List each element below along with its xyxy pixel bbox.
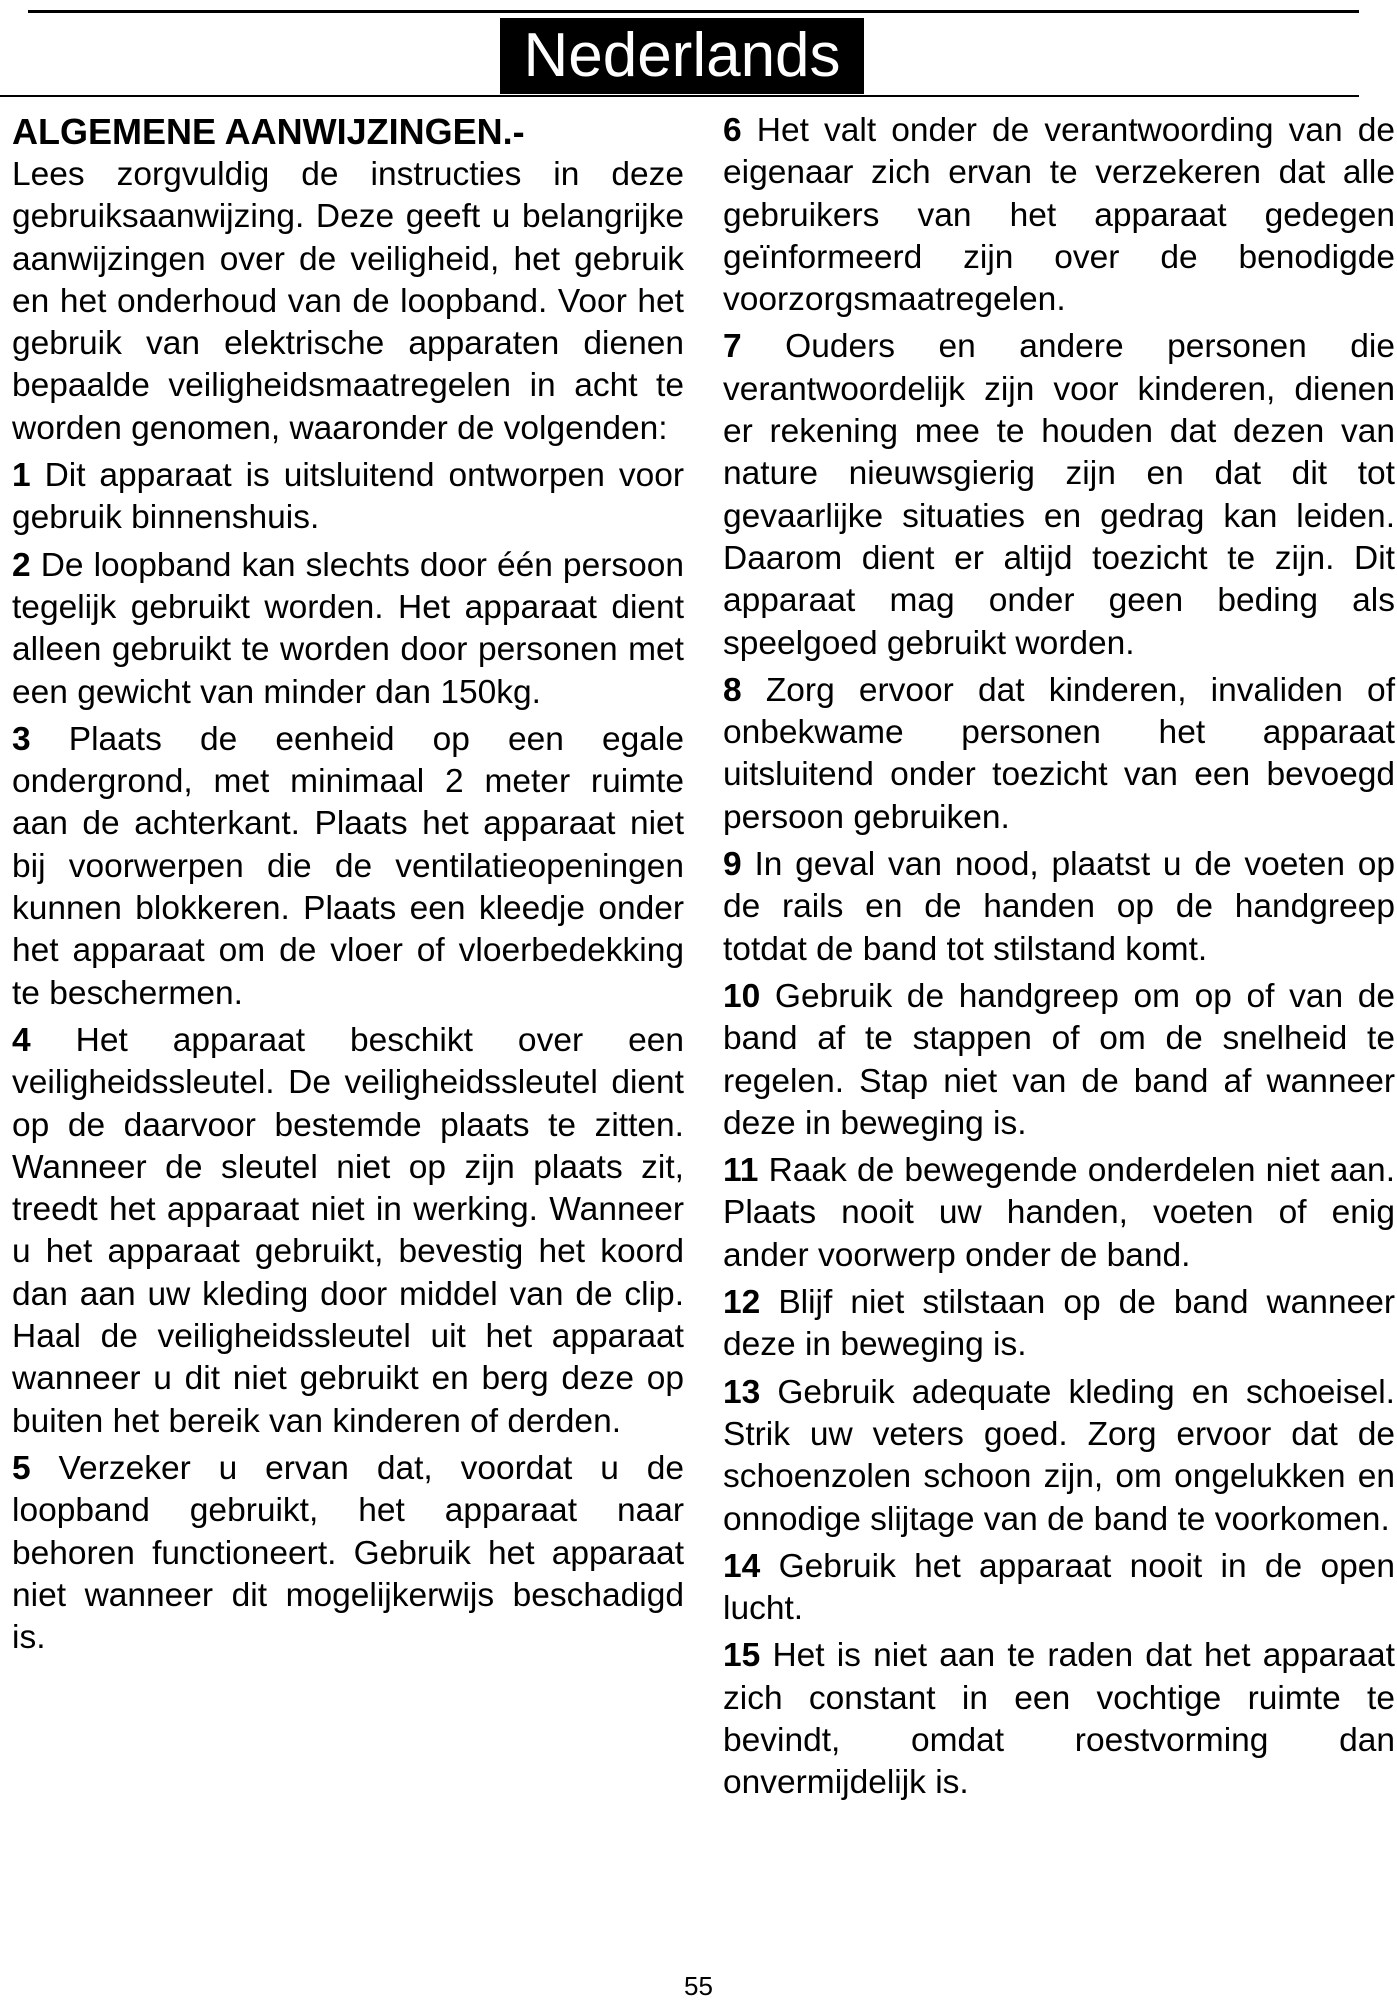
instruction-item [12, 719, 684, 1015]
instruction-number: 1 [12, 457, 31, 495]
instruction-number: 6 [723, 112, 742, 149]
instruction-item [12, 545, 684, 714]
instruction-number: 5 [12, 1449, 31, 1487]
left-instruction-list [12, 455, 684, 1659]
instruction-text: Ouders en andere personen die verantwoordelijk zijn voor kinderen, dienen er rekening mee te houden dat dezen van nature nieuwsgierig zijn en dat dit tot gevaarlijke situaties en gedrag kan leiden. Daarom dient er altijd toezicht te zijn. Dit apparaat mag onder geen beding als speelgoed gebruikt worden. [723, 328, 1396, 662]
instruction-item [723, 326, 1395, 664]
instruction-item [723, 1546, 1395, 1631]
instruction-number: 8 [723, 671, 742, 709]
instruction-item [723, 1282, 1395, 1367]
instruction-number: 10 [723, 977, 761, 1015]
instruction-item [12, 455, 684, 540]
right-instruction-list [723, 110, 1395, 1805]
header-rule [0, 95, 1359, 97]
instruction-item [723, 844, 1395, 971]
intro-paragraph: Lees zorgvuldig de instructies in deze gebruiksaanwijzing. Deze geeft u belangrijke aanwijzingen over de veiligheid, het gebruik en het onderhoud van de loopband. Voor het gebruik van elektrische apparaten dienen bepaalde veiligheidsmaatregelen in acht te worden genomen, waaronder de volgenden: [12, 156, 684, 447]
instruction-item [12, 1448, 684, 1659]
instruction-item [723, 1372, 1395, 1541]
instruction-text: Verzeker u ervan dat, voordat u de loopband gebruikt, het apparaat naar behoren functioneert. Gebruik het apparaat niet wanneer dit mogelijkerwijs beschadigd is. [12, 1449, 684, 1657]
instruction-number: 12 [723, 1284, 761, 1322]
top-rule [28, 10, 1359, 13]
instruction-item [723, 110, 1395, 321]
instruction-text: Het valt onder de verantwoording van de eigenaar zich ervan te verzekeren dat alle gebruikers van het apparaat gedegen geïnformeerd zijn over de benodigde voorzorgsmaatregelen. [723, 112, 1395, 319]
section-heading: ALGEMENE AANWIJZINGEN.- [12, 111, 525, 152]
instruction-text: De loopband kan slechts door één persoon tegelijk gebruikt worden. Het apparaat dient alleen gebruikt te worden door personen met een gewicht van minder dan 150kg. [12, 546, 684, 711]
instruction-text: In geval van nood, plaatst u de voeten op de rails en de handen op de handgreep totdat de band tot stilstand komt. [723, 846, 1396, 968]
instruction-number: 2 [12, 546, 31, 584]
instruction-number: 15 [723, 1637, 761, 1675]
instruction-text: Het is niet aan te raden dat het apparaat zich constant in een vochtige ruimte te bevindt, omdat roestvorming dan onvermijdelijk is. [723, 1637, 1395, 1802]
instruction-number: 4 [12, 1021, 31, 1059]
instruction-text: Raak de bewegende onderdelen niet aan. Plaats nooit uw handen, voeten of enig ander voorwerp onder de band. [723, 1152, 1395, 1274]
right-column [723, 110, 1395, 1810]
instruction-number: 14 [723, 1547, 761, 1585]
instruction-text: Gebruik het apparaat nooit in de open lucht. [723, 1547, 1396, 1628]
instruction-number: 11 [723, 1152, 759, 1190]
instruction-item [723, 976, 1395, 1145]
instruction-item [723, 1150, 1395, 1277]
instruction-number: 13 [723, 1373, 761, 1411]
instruction-item [723, 1635, 1395, 1804]
instruction-item [723, 670, 1395, 839]
instruction-number: 3 [12, 720, 31, 758]
language-tab: Nederlands [500, 18, 864, 94]
instruction-text: Gebruik adequate kleding en schoeisel. Strik uw veters goed. Zorg ervoor dat de schoenzolen schoon zijn, om ongelukken en onnodige slijtage van de band te voorkomen. [723, 1373, 1395, 1538]
instruction-text: Plaats de eenheid op een egale ondergrond, met minimaal 2 meter ruimte aan de achterkant. Plaats het apparaat niet bij voorwerpen die de ventilatieopeningen kunnen blokkeren. Plaats een kleedje onder het apparaat om de vloer of vloerbedekking te beschermen. [12, 720, 684, 1012]
instruction-number: 9 [723, 846, 742, 884]
instruction-item [12, 1020, 684, 1443]
instruction-text: Blijf niet stilstaan op de band wanneer deze in beweging is. [723, 1284, 1395, 1364]
page-number: 55 [684, 1971, 713, 2001]
instruction-number: 7 [723, 328, 742, 366]
instruction-text: Het apparaat beschikt over een veiligheidssleutel. De veiligheidssleutel dient op de daarvoor bestemde plaats te zitten. Wanneer de sleutel niet op zijn plaats zit, treedt het apparaat niet in werking. Wanneer u het apparaat gebruikt, bevestig het koord dan aan uw kleding door middel van de clip. Haal de veiligheidssleutel uit het apparaat wanneer u dit niet gebruikt en berg deze op buiten het bereik van kinderen of derden. [12, 1021, 684, 1440]
instruction-text: Gebruik de handgreep om op of van de band af te stappen of om de snelheid te regelen. Stap niet van de band af wanneer deze in beweging is. [723, 977, 1395, 1142]
instruction-text: Zorg ervoor dat kinderen, invaliden of onbekwame personen het apparaat uitsluitend onder toezicht van een bevoegd persoon gebruiken. [723, 671, 1395, 836]
left-column [12, 110, 684, 1664]
instruction-text: Dit apparaat is uitsluitend ontworpen voor gebruik binnenshuis. [12, 457, 684, 537]
